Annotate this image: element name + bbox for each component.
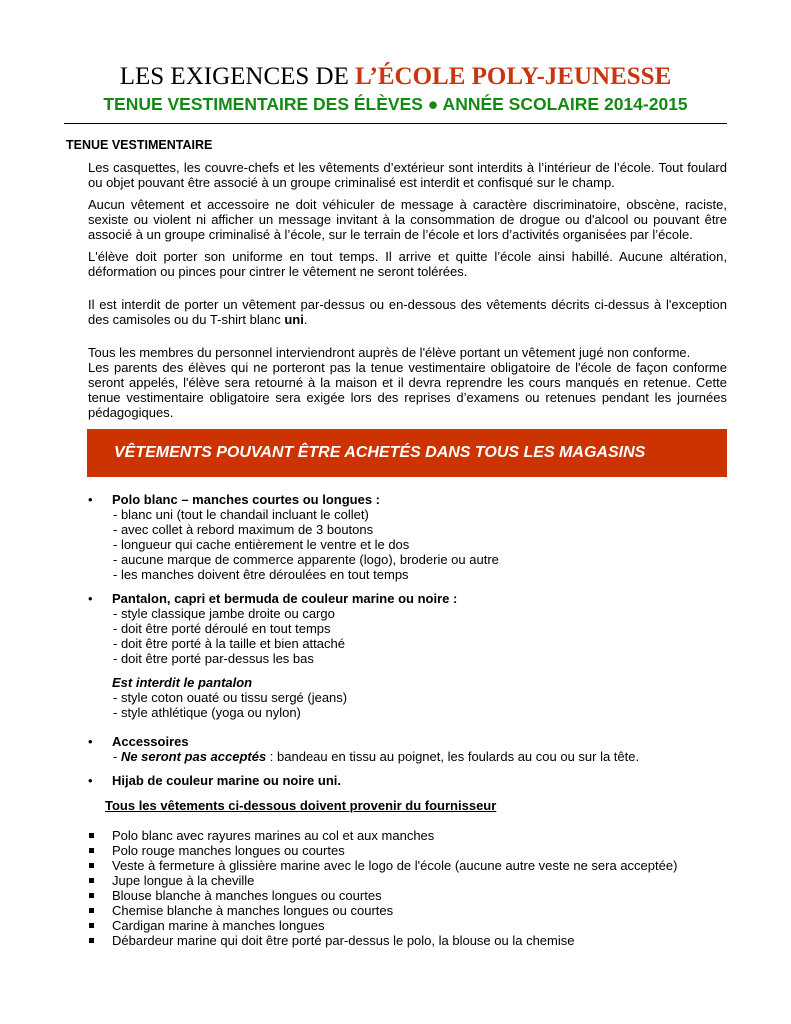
title-prefix: LES EXIGENCES DE xyxy=(119,63,356,90)
list-item xyxy=(88,888,677,903)
item-title: Accessoires xyxy=(112,734,189,749)
bullet-icon: • xyxy=(88,591,93,606)
list-item xyxy=(88,903,677,918)
paragraph-text: Il est interdit de porter un vêtement par-dessus ou en-dessous des vêtements décrits ci-dessus à l'exception des camisoles ou du T-shirt blanc xyxy=(88,297,727,327)
item-text: Blouse blanche à manches longues ou courtes xyxy=(112,888,382,903)
bullet-icon: • xyxy=(88,773,93,788)
list-item-hijab xyxy=(88,773,728,788)
item-text: Chemise blanche à manches longues ou courtes xyxy=(112,903,394,918)
header-divider xyxy=(64,123,727,124)
item-line: - doit être porté par-dessus les bas xyxy=(113,651,314,666)
document-subtitle: TENUE VESTIMENTAIRE DES ÉLÈVES ● ANNÉE SCOLAIRE 2014-2015 xyxy=(103,94,688,114)
not-accepted-label: Ne seront pas acceptés xyxy=(120,749,267,764)
supplier-heading: Tous les vêtements ci-dessous doivent provenir du fournisseur xyxy=(105,798,497,813)
item-line xyxy=(112,749,728,764)
item-text: Polo rouge manches longues ou courtes xyxy=(112,843,345,858)
section-banner: VÊTEMENTS POUVANT ÊTRE ACHETÉS DANS TOUS LES MAGASINS xyxy=(87,429,727,477)
square-bullet-icon xyxy=(89,893,94,898)
square-bullet-icon xyxy=(89,833,94,838)
forbidden-heading: Est interdit le pantalon xyxy=(112,675,253,690)
list-item-accessories xyxy=(88,734,728,764)
item-line: - blanc uni (tout le chandail incluant le collet) xyxy=(113,507,369,522)
paragraph: Les parents des élèves qui ne porteront pas la tenue vestimentaire obligatoire de l'école de façon conforme seront appelés, l'élève sera retourné à la maison et il devra reprendre les cours manqués en retenue. Cette tenue vestimentaire obligatoire sera exigée lors des reprises d’examens ou retenues pendant les journées pédagogiques. xyxy=(88,360,727,420)
document-title xyxy=(0,62,791,92)
paragraph xyxy=(88,297,727,327)
item-text: : bandeau en tissu au poignet, les foulards au cou ou sur la tête. xyxy=(266,749,640,764)
square-bullet-icon xyxy=(89,863,94,868)
paragraph: Les casquettes, les couvre-chefs et les vêtements d’extérieur sont interdits à l’intérieur de l’école. Tout foulard ou objet pouvant être associé à un groupe criminalisé est interdit et confisqué sur le champ. xyxy=(88,160,727,190)
item-line: - doit être porté à la taille et bien attaché xyxy=(113,636,345,651)
item-line: - avec collet à rebord maximum de 3 boutons xyxy=(113,522,374,537)
list-item xyxy=(88,843,677,858)
square-bullet-icon xyxy=(89,938,94,943)
item-line: - style coton ouaté ou tissu sergé (jeans) xyxy=(113,690,348,705)
item-line: - style athlétique (yoga ou nylon) xyxy=(113,705,301,720)
paragraph: Aucun vêtement et accessoire ne doit véhiculer de message à caractère discriminatoire, obscène, raciste, sexiste ou violent ni afficher un message invitant à la consommation de drogue ou d'alcool ou pouvant être associé à un groupe criminalisé à l’école, sur le terrain de l’école et lors d’activités organisées par l’école. xyxy=(88,197,727,242)
paragraph: Tous les membres du personnel interviendront auprès de l'élève portant un vêtement jugé non conforme. xyxy=(88,345,691,360)
item-line: - aucune marque de commerce apparente (logo), broderie ou autre xyxy=(113,552,499,567)
dash: - xyxy=(113,749,121,764)
list-item xyxy=(88,828,677,843)
item-line: - doit être porté déroulé en tout temps xyxy=(113,621,331,636)
list-item-pants xyxy=(88,591,728,720)
item-text: Polo blanc avec rayures marines au col et aux manches xyxy=(112,828,435,843)
square-bullet-icon xyxy=(89,923,94,928)
item-text: Débardeur marine qui doit être porté par-dessus le polo, la blouse ou la chemise xyxy=(112,933,575,948)
item-line: - les manches doivent être déroulées en tout temps xyxy=(113,567,409,582)
list-item-polo xyxy=(88,492,728,582)
item-text: Veste à fermeture à glissière marine avec le logo de l'école (aucune autre veste ne sera acceptée) xyxy=(112,858,678,873)
title-school-name: L’ÉCOLE POLY-JEUNESSE xyxy=(355,63,672,90)
emphasis-uni: uni xyxy=(284,312,304,327)
item-title: Hijab de couleur marine ou noire uni. xyxy=(112,773,341,788)
bullet-icon: • xyxy=(88,492,93,507)
paragraph-text: . xyxy=(303,312,308,327)
item-title: Polo blanc – manches courtes ou longues : xyxy=(112,492,380,507)
section-heading: TENUE VESTIMENTAIRE xyxy=(66,138,213,152)
paragraph: L'élève doit porter son uniforme en tout temps. Il arrive et quitte l’école ainsi habillé. Aucune altération, déformation ou pinces pour cintrer le vêtement ne seront tolérées. xyxy=(88,249,727,279)
square-bullet-icon xyxy=(89,908,94,913)
list-item xyxy=(88,873,677,888)
list-item xyxy=(88,858,677,873)
item-line: - style classique jambe droite ou cargo xyxy=(113,606,335,621)
item-text: Jupe longue à la cheville xyxy=(112,873,255,888)
rules-text xyxy=(88,160,727,427)
list-item xyxy=(88,918,677,933)
item-text: Cardigan marine à manches longues xyxy=(112,918,325,933)
item-title: Pantalon, capri et bermuda de couleur marine ou noire : xyxy=(112,591,458,606)
square-bullet-icon xyxy=(89,878,94,883)
bullet-icon: • xyxy=(88,734,93,749)
store-items-list xyxy=(88,492,728,797)
supplier-items-list xyxy=(88,828,677,948)
list-item xyxy=(88,933,677,948)
square-bullet-icon xyxy=(89,848,94,853)
item-line: - longueur qui cache entièrement le ventre et le dos xyxy=(113,537,410,552)
